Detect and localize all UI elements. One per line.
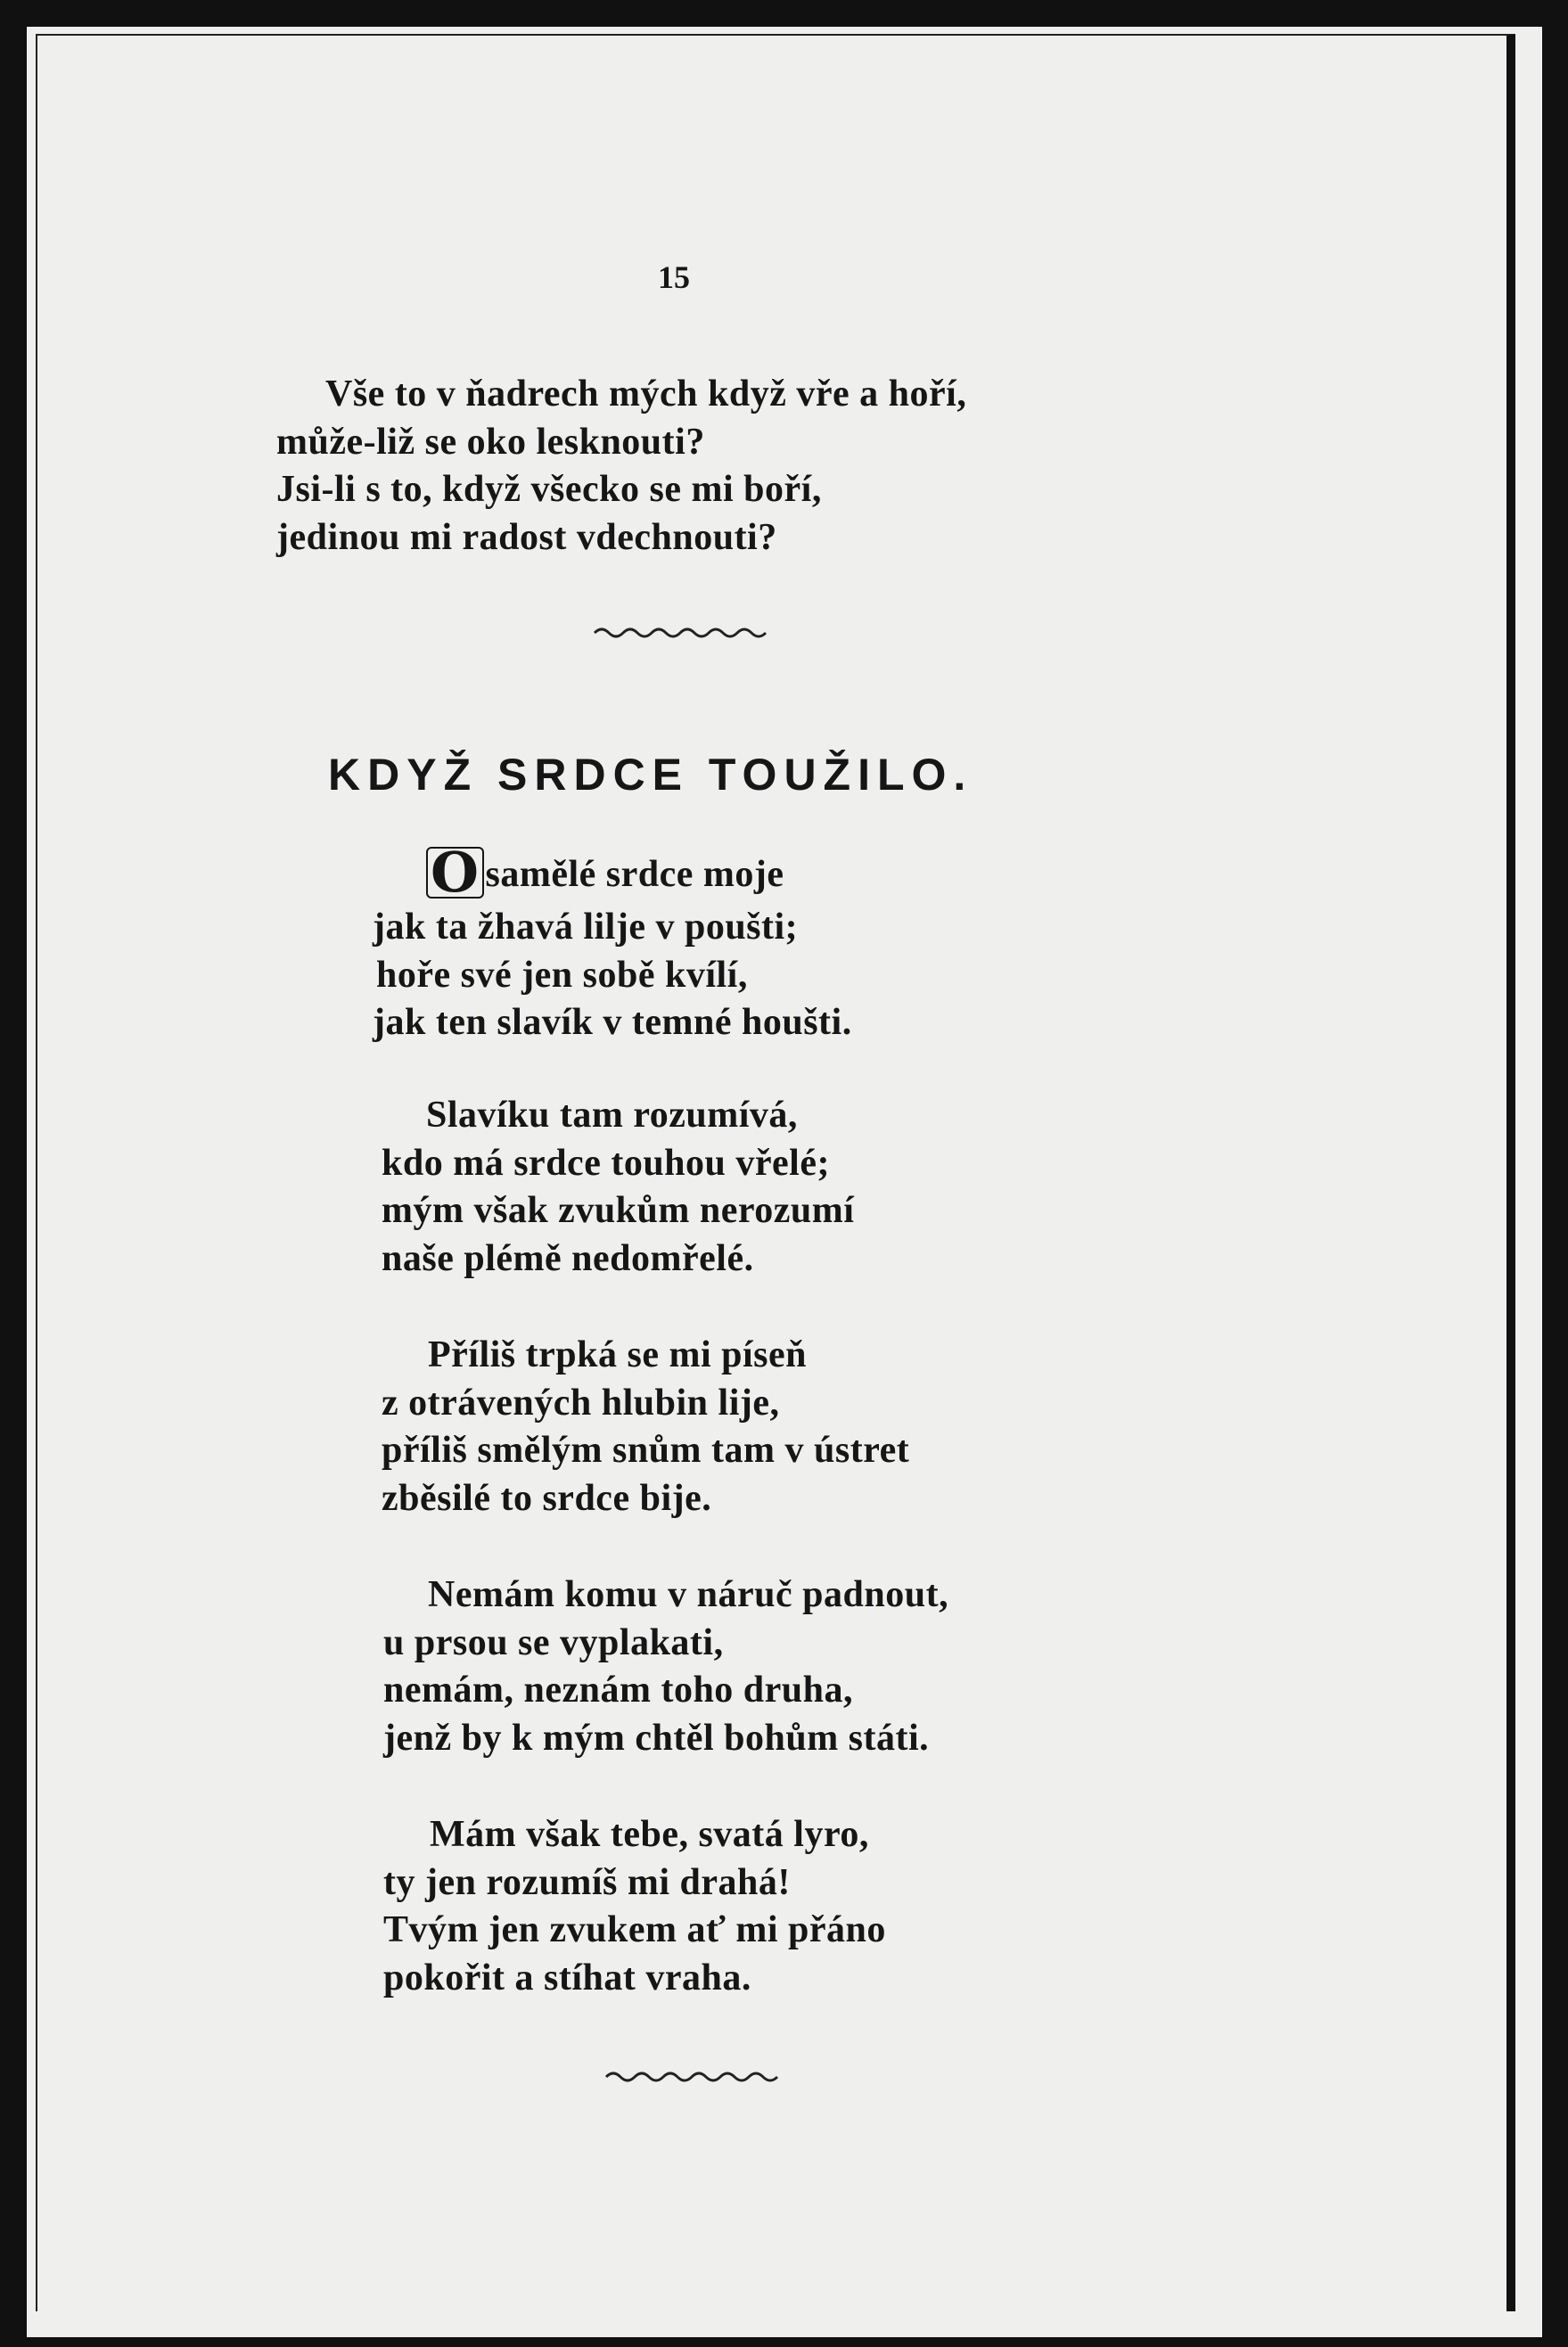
verse-line: hoře své jen sobě kvílí, xyxy=(376,955,748,996)
verse-line: mým však zvukům nerozumí xyxy=(382,1190,855,1231)
verse-line: ty jen rozumíš mi drahá! xyxy=(383,1862,791,1903)
verse-line: jenž by k mým chtěl bohům státi. xyxy=(383,1718,930,1759)
verse-line: samělé srdce moje xyxy=(485,854,784,895)
verse-line: Slavíku tam rozumívá, xyxy=(426,1095,798,1136)
scan-edge-top xyxy=(0,53,11,187)
verse-line: může-liž se oko lesknouti? xyxy=(276,422,705,463)
poem-title: KDYŽ SRDCE TOUŽILO. xyxy=(328,750,973,800)
verse-line: u prsou se vyplakati, xyxy=(383,1622,724,1663)
verse-line: jak ta žhavá lilje v poušti; xyxy=(373,907,799,948)
ornament-divider xyxy=(604,2068,783,2086)
verse-first-line xyxy=(426,840,784,905)
verse-line: Nemám komu v náruč padnout, xyxy=(428,1574,949,1615)
verse-line: Příliš trpká se mi píseň xyxy=(428,1334,808,1375)
verse-line: Mám však tebe, svatá lyro, xyxy=(430,1814,869,1855)
page-number: 15 xyxy=(658,259,690,295)
verse-line: zběsilé to srdce bije. xyxy=(382,1478,712,1519)
verse-line: nemám, neznám toho druha, xyxy=(383,1670,854,1711)
verse-line: Tvým jen zvukem ať mi přáno xyxy=(383,1909,886,1950)
verse-line: jak ten slavík v temné houšti. xyxy=(373,1002,852,1043)
verse-line: kdo má srdce touhou vřelé; xyxy=(382,1143,830,1184)
verse-line: příliš smělým snům tam v ústret xyxy=(382,1430,910,1471)
ornament-divider xyxy=(593,624,771,642)
verse-line: pokořit a stíhat vraha. xyxy=(383,1957,751,1998)
verse-line: naše plémě nedomřelé. xyxy=(382,1238,754,1279)
scan-edge-left xyxy=(0,223,11,2318)
drop-cap: O xyxy=(426,847,484,899)
verse-line: Vše to v ňadrech mých když vře a hoří, xyxy=(325,373,967,414)
verse-line: z otrávených hlubin lije, xyxy=(382,1383,780,1424)
verse-line: Jsi-li s to, když všecko se mi boří, xyxy=(276,469,822,510)
verse-line: jedinou mi radost vdechnouti? xyxy=(276,517,777,558)
